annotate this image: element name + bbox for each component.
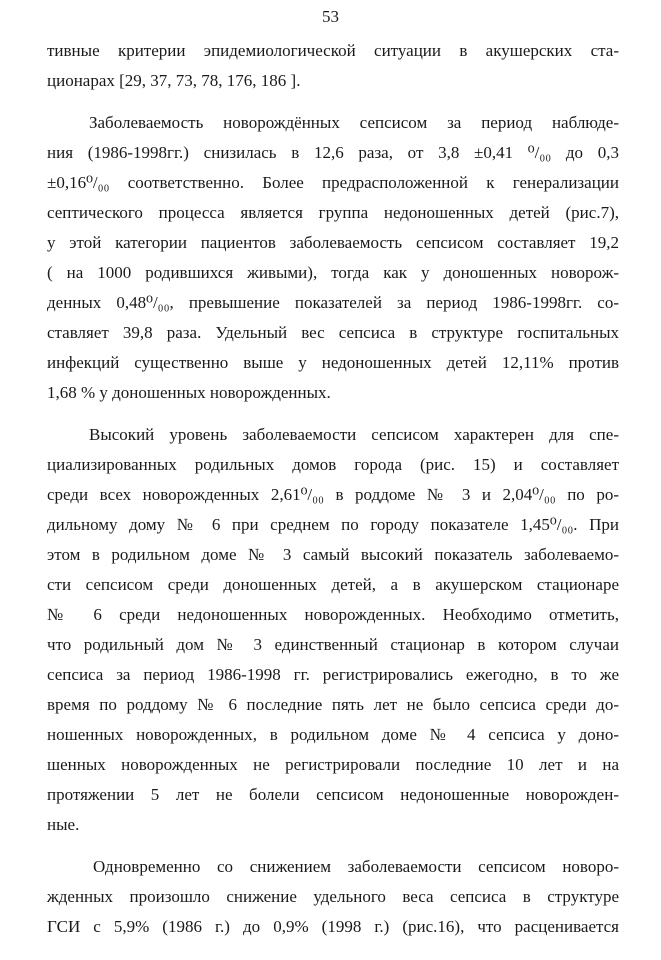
text-line: 1,68 % у доношенных новорожденных. xyxy=(47,383,331,402)
paragraph-1 xyxy=(47,36,619,96)
text-line: дильному дому № 6 при среднем по городу показателе 1,45⁰/₀₀. При xyxy=(47,515,619,534)
text-line: ставляет 39,8 раза. Удельный вес сепсиса в структуре госпитальных xyxy=(47,323,619,342)
text-line: шенных новорожденных не регистрировали последние 10 лет и на xyxy=(47,755,619,774)
text-line: среди всех новорожденных 2,61⁰/₀₀ в роддоме № 3 и 2,04⁰/₀₀ по ро- xyxy=(47,485,619,504)
text-line: ные. xyxy=(47,815,80,834)
text-line: сепсиса за период 1986-1998 гг. регистрировались ежегодно, в то же xyxy=(47,665,619,684)
text-line: протяжении 5 лет не болели сепсисом недоношенные новорожден- xyxy=(47,785,619,804)
text-line: ГСИ с 5,9% (1986 г.) до 0,9% (1998 г.) (рис.16), что расценивается xyxy=(47,917,619,936)
text-line: Высокий уровень заболеваемости сепсисом характерен для спе- xyxy=(89,425,619,444)
text-line: ( на 1000 родившихся живыми), тогда как у доношенных новорож- xyxy=(47,263,619,282)
text-line: время по роддому № 6 последние пять лет не было сепсиса среди до- xyxy=(47,695,619,714)
text-line: ния (1986-1998гг.) снизилась в 12,6 раза, от 3,8 ±0,41 ⁰/₀₀ до 0,3 xyxy=(47,143,619,162)
text-line: инфекций существенно выше у недоношенных детей 12,11% против xyxy=(47,353,619,372)
text-line: ношенных новорожденных, в родильном доме № 4 сепсиса у доно- xyxy=(47,725,619,744)
text-line: денных 0,48⁰/₀₀, превышение показателей за период 1986-1998гг. со- xyxy=(47,293,619,312)
text-line: циализированных родильных домов города (рис. 15) и составляет xyxy=(47,455,619,474)
page-number: 53 xyxy=(322,7,339,26)
text-line: этом в родильном доме № 3 самый высокий показатель заболеваемо- xyxy=(47,545,619,564)
paragraph-4 xyxy=(47,852,619,942)
text-line: жденных произошло снижение удельного веса сепсиса в структуре xyxy=(47,887,619,906)
document-body xyxy=(47,36,619,942)
text-line: Заболеваемость новорождённых сепсисом за период наблюде- xyxy=(89,113,619,132)
text-line: сти сепсисом среди доношенных детей, а в акушерском стационаре xyxy=(47,575,619,594)
text-line: № 6 среди недоношенных новорожденных. Необходимо отметить, xyxy=(47,605,619,624)
text-line: ±0,16⁰/₀₀ соответственно. Более предрасположенной к генерализации xyxy=(47,173,619,192)
paragraph-2 xyxy=(47,108,619,408)
text-line: тивные критерии эпидемиологической ситуации в акушерских ста- xyxy=(47,41,619,60)
text-line: ционарах [29, 37, 73, 78, 176, 186 ]. xyxy=(47,71,301,90)
text-line: септического процесса является группа недоношенных детей (рис.7), xyxy=(47,203,619,222)
text-line: у этой категории пациентов заболеваемость сепсисом составляет 19,2 xyxy=(47,233,619,252)
text-line: что родильный дом № 3 единственный стационар в котором случаи xyxy=(47,635,619,654)
paragraph-3 xyxy=(47,420,619,840)
text-line: Одновременно со снижением заболеваемости сепсисом новоро- xyxy=(93,857,619,876)
